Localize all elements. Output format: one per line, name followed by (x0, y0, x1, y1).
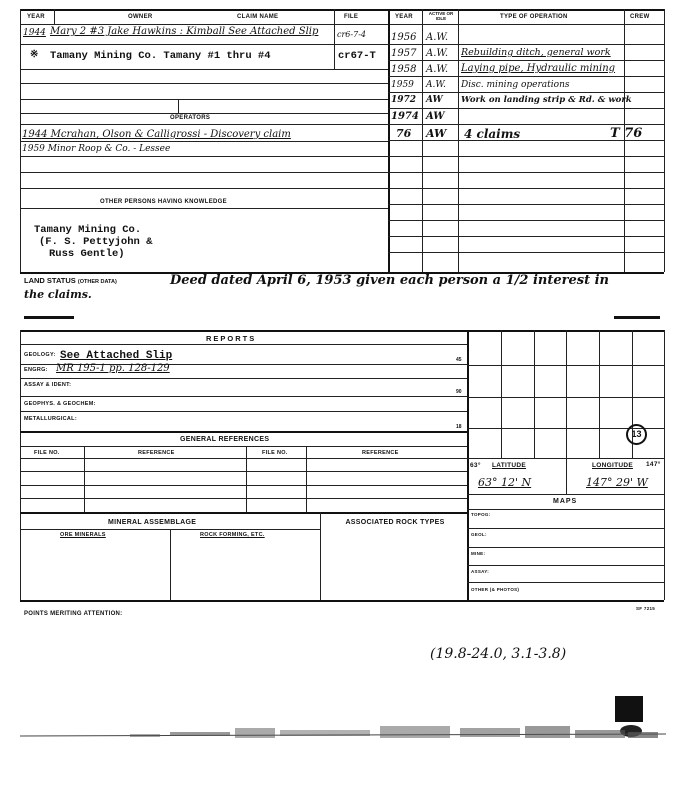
maps-title: MAPS (553, 498, 578, 505)
op-year: 76 (396, 127, 412, 140)
lon-suffix: 147° (646, 461, 661, 468)
op-type: Rebuilding ditch, general work (461, 47, 611, 58)
form-number: SF 7215 (636, 606, 656, 611)
op-year: 1959 (391, 80, 414, 90)
col-file-no-2: FILE NO. (262, 450, 288, 456)
row-rule (20, 124, 388, 125)
other-person-line: Tamany Mining Co. (34, 224, 142, 236)
row-rule (20, 485, 467, 486)
row-rule (20, 458, 467, 459)
row-rule (388, 252, 664, 253)
header-year: YEAR (27, 14, 45, 20)
grid-line (534, 330, 535, 458)
col-sep (566, 458, 567, 494)
top-border (20, 9, 664, 11)
col-sep (84, 446, 85, 512)
grid-mark: 13 (626, 424, 647, 445)
op-type: Laying pipe, Hydraulic mining (461, 63, 616, 74)
maps-topog: TOPOG: (471, 512, 491, 517)
op-status: AW (426, 111, 445, 122)
row-rule (20, 83, 388, 84)
op-status: A.W. (426, 64, 449, 75)
right-border (664, 9, 665, 272)
mineral-assemblage-title: MINERAL ASSEMBLAGE (108, 519, 197, 526)
grid-line (467, 397, 664, 398)
header-crew: CREW (630, 14, 650, 20)
op-type: Work on landing strip & Rd. & work (461, 95, 632, 105)
points-note: (19.8-24.0, 3.1-3.8) (430, 646, 567, 662)
report-label-assay: ASSAY & IDENT: (24, 382, 72, 388)
operator-line: 1959 Minor Roop & Co. - Lessee (22, 144, 171, 154)
row-rule (20, 411, 467, 412)
owner-row-file: cr6-7-4 (337, 30, 366, 39)
points-label: POINTS MERITING ATTENTION: (24, 611, 123, 617)
crew-note: T 76 (610, 126, 643, 141)
header-file: FILE (344, 14, 359, 20)
col-sep (178, 99, 179, 113)
maps-geol: GEOL: (471, 532, 487, 537)
row-rule (20, 113, 388, 114)
strike-mark: ※ (30, 49, 39, 60)
col-sep (320, 512, 321, 600)
row-rule (388, 172, 664, 173)
land-status-text: Deed dated April 6, 1953 given each person a 1/2 interest in (170, 273, 610, 288)
row-rule (20, 431, 467, 433)
row-rule (388, 44, 664, 45)
other-persons-title: OTHER PERSONS HAVING KNOWLEDGE (100, 199, 227, 205)
col-reference-2: REFERENCE (362, 450, 399, 456)
row-rule (20, 471, 467, 472)
op-status: A.W. (426, 32, 449, 43)
col-sep-main (467, 330, 469, 600)
col-sep (334, 9, 335, 69)
row-rule (20, 396, 467, 397)
report-num: 90 (456, 389, 462, 395)
points-rule (20, 600, 664, 602)
row-rule (388, 236, 664, 237)
col-sep (54, 9, 55, 24)
land-status-text: the claims. (24, 288, 92, 301)
report-label-metallurgical: METALLURGICAL: (24, 416, 77, 422)
op-type: Disc. mining operations (461, 80, 570, 90)
col-sep (246, 446, 247, 512)
report-label-engrg: ENGRG: (24, 367, 48, 373)
row-rule (467, 509, 664, 510)
col-ore-minerals: ORE MINERALS (60, 532, 106, 538)
lat-prefix: 63° (470, 462, 481, 469)
general-references-title: GENERAL REFERENCES (180, 436, 270, 443)
report-value-engrg: MR 195-1 pp. 128-129 (56, 363, 170, 374)
grid-line (599, 330, 600, 458)
maps-assay: ASSAY: (471, 569, 490, 574)
maps-other: OTHER (& PHOTOS) (471, 587, 520, 592)
header-owner: OWNER (128, 14, 153, 20)
row-rule (388, 204, 664, 205)
longitude-label: LONGITUDE (592, 462, 633, 469)
header-type-operation: TYPE OF OPERATION (500, 14, 568, 20)
row-rule (467, 582, 664, 583)
other-person-line: Russ Gentle) (49, 248, 125, 260)
row-rule (388, 108, 664, 109)
row-rule (388, 92, 664, 93)
row-rule (20, 344, 467, 345)
row-rule (388, 220, 664, 221)
owner-row-file: cr67-T (338, 50, 376, 62)
reports-top-rule (20, 330, 664, 332)
row-rule (467, 547, 664, 548)
op-year: 1957 (391, 48, 417, 59)
land-status-label (24, 276, 117, 285)
op-status: A.W. (426, 48, 449, 59)
land-status-label-text: LAND STATUS (24, 276, 76, 285)
maps-mine: MINE: (471, 551, 486, 556)
scan-noise-band (20, 712, 666, 756)
row-rule (20, 498, 467, 499)
row-rule (20, 141, 388, 142)
row-rule (388, 156, 664, 157)
report-label-geophys: GEOPHYS. & GEOCHEM: (24, 401, 96, 407)
row-rule (467, 494, 664, 495)
row-rule (467, 565, 664, 566)
operators-title: OPERATORS (170, 115, 211, 121)
owner-row-name: Mary 2 #3 Jake Hawkins : Kimball See Attached Slip (50, 26, 319, 37)
header-claim-name: CLAIM NAME (237, 14, 279, 20)
row-rule (20, 446, 467, 447)
report-label-geology: GEOLOGY: (24, 352, 56, 358)
header-year-ops: YEAR (395, 14, 413, 20)
row-rule (20, 44, 388, 45)
op-status: A.W. (426, 80, 446, 90)
row-rule (388, 60, 664, 61)
grid-line (501, 330, 502, 458)
row-rule (20, 172, 388, 173)
owner-row-name: Tamany Mining Co. Tamany #1 thru #4 (50, 50, 271, 62)
row-rule (388, 188, 664, 189)
col-sep (306, 446, 307, 512)
col-rock-forming: ROCK FORMING, ETC. (200, 532, 265, 538)
associated-rock-types: ASSOCIATED ROCK TYPES (345, 519, 445, 526)
op-year: 1956 (391, 32, 417, 43)
op-year: 1958 (391, 64, 417, 75)
col-file-no: FILE NO. (34, 450, 60, 456)
row-rule (20, 378, 467, 379)
row-rule (388, 124, 664, 125)
other-person-line: (F. S. Pettyjohn & (39, 236, 153, 248)
row-rule (388, 76, 664, 77)
operator-line: 1944 Mcrahan, Olson & Calligrossi - Discovery claim (22, 129, 291, 140)
owner-row-year: 1944 (23, 28, 46, 38)
row-rule (20, 69, 388, 70)
header-rule (20, 24, 664, 25)
op-year: 1974 (391, 111, 419, 122)
grid-line (467, 365, 664, 366)
scan-mark (614, 316, 660, 319)
report-num: 18 (456, 424, 462, 430)
col-reference: REFERENCE (138, 450, 175, 456)
latitude-value: 63° 12' N (478, 476, 532, 489)
row-rule (467, 528, 664, 529)
latitude-label: LATITUDE (492, 462, 527, 469)
land-status-sublabel: (OTHER DATA) (77, 279, 117, 285)
reports-title: REPORTS (206, 334, 257, 343)
col-sep (170, 529, 171, 600)
grid-line (566, 330, 567, 458)
row-rule (20, 188, 388, 189)
row-rule (20, 156, 388, 157)
header-active-idle: ACTIVE OR IDLE (428, 11, 454, 21)
op-status: AW (426, 95, 443, 105)
right-border (664, 330, 665, 600)
report-value-geology: See Attached Slip (60, 350, 173, 362)
op-year: 1972 (391, 95, 417, 105)
report-num: 45 (456, 357, 462, 363)
row-rule (20, 512, 467, 514)
longitude-value: 147° 29' W (586, 476, 648, 489)
scan-mark (24, 316, 74, 319)
left-border (20, 330, 21, 600)
row-rule (20, 99, 388, 100)
op-status: AW (426, 127, 447, 140)
op-type: 4 claims (464, 127, 521, 141)
row-rule (20, 208, 388, 209)
